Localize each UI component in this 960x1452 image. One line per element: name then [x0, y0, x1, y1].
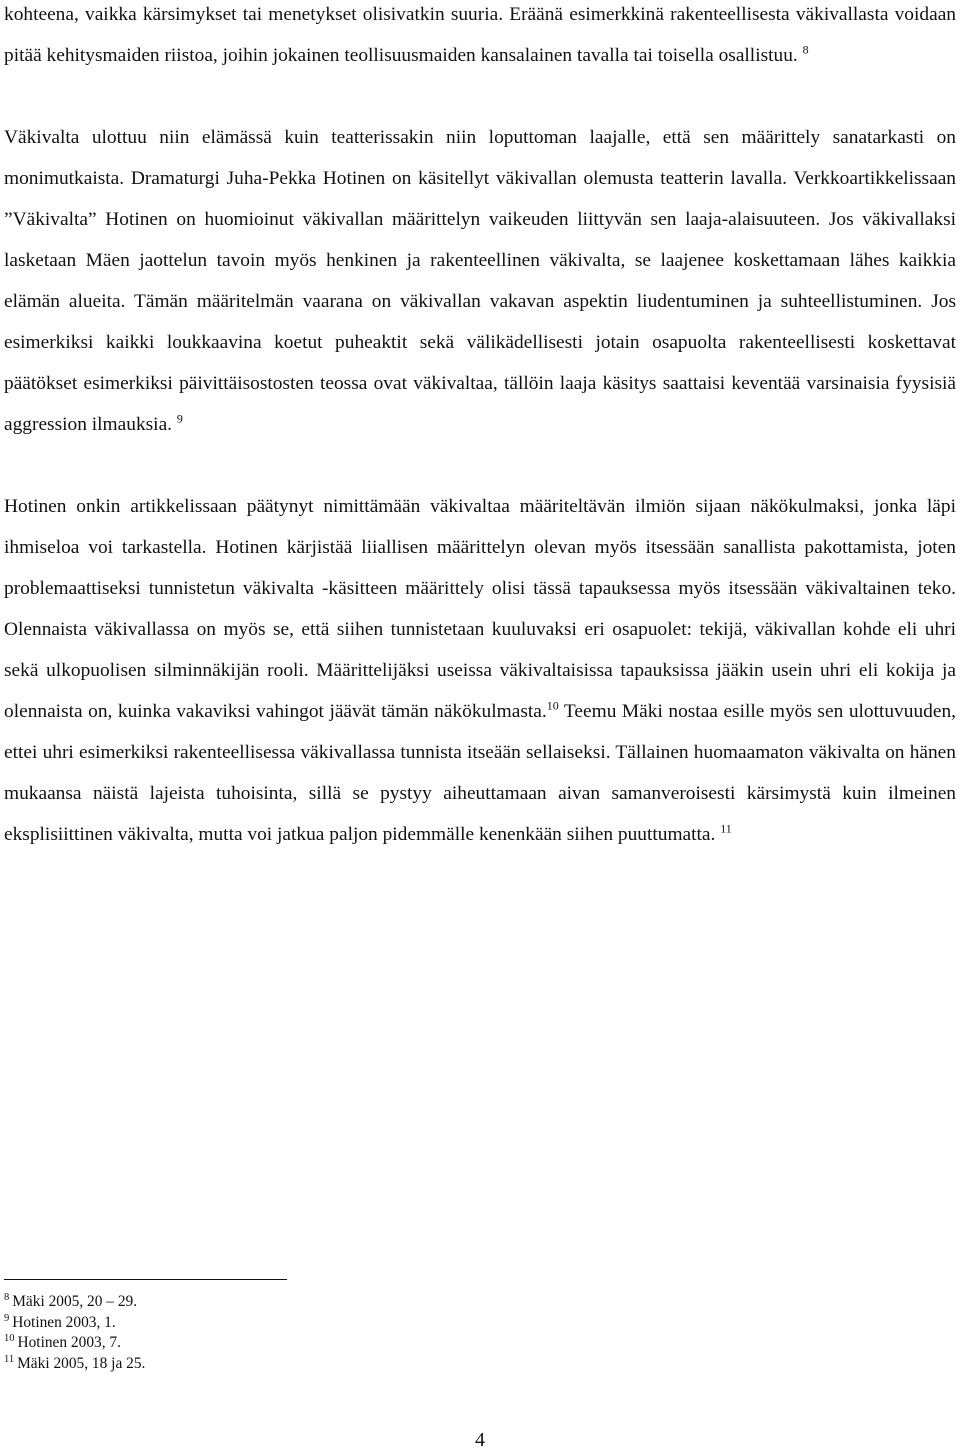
- footnote-text: Hotinen 2003, 7.: [17, 1334, 121, 1351]
- footnote-item: [4, 1333, 145, 1354]
- paragraph-1: [4, 0, 956, 76]
- paragraph-text: Väkivalta ulottuu niin elämässä kuin teatterissakin niin loputtoman laajalle, että sen määrittely sanatarkasti on monimutkaista. Dramaturgi Juha-Pekka Hotinen on käsitellyt väkivallan olemusta teatterin lavalla. Verkkoartikkelissaan ”Väkivalta” Hotinen on huomioinut väkivallan määrittelyn vaikeuden liittyvän sen laaja-alaisuuteen. Jos väkivallaksi lasketaan Mäen jaottelun tavoin myös henkinen ja rakenteellinen väkivalta, se laajenee koskettamaan lähes kaikkia elämän alueita. Tämän määritelmän vaarana on väkivallan vakavan aspektin liudentuminen ja suhteellistuminen. Jos esimerkiksi kaikki loukkaavina koetut puheaktit sekä välikädellisesti jotain osapuolta rakenteellisesti koskettavat päätökset esimerkiksi päivittäisostosten teossa ovat väkivaltaa, tällöin laaja käsitys saattaisi keventää varsinaisia fyysisiä aggression ilmauksia.: [4, 127, 956, 435]
- paragraph-3: [4, 486, 956, 855]
- page-body: [4, 0, 956, 855]
- footnote-separator: [4, 1279, 287, 1280]
- footnote-reference[interactable]: 9: [176, 411, 183, 426]
- footnote-text: Mäki 2005, 18 ja 25.: [17, 1354, 146, 1372]
- footnote-reference[interactable]: 10: [546, 698, 559, 713]
- footnote-number: 9: [4, 1312, 10, 1324]
- footnote-reference[interactable]: 8: [802, 42, 809, 57]
- footnote-number: 8: [4, 1292, 10, 1304]
- page-number: 4: [475, 1429, 485, 1451]
- paragraph-2: [4, 117, 956, 445]
- footnote-text: Hotinen 2003, 1.: [12, 1313, 116, 1331]
- footnote-reference[interactable]: 11: [720, 821, 732, 836]
- footnote-number: 11: [4, 1353, 15, 1365]
- paragraph-text: kohteena, vaikka kärsimykset tai menetykset olisivatkin suuria. Eräänä esimerkkinä rakenteellisesta väkivallasta voidaan pitää kehitysmaiden riistoa, joihin jokainen teollisuusmaiden kansalainen tavalla tai toisella osallistuu.: [4, 4, 956, 66]
- paragraph-text: Hotinen onkin artikkelissaan päätynyt nimittämään väkivaltaa määriteltävän ilmiön sijaan näkökulmaksi, jonka läpi ihmiseloa voi tarkastella. Hotinen kärjistää liiallisen määrittelyn olevan myös itsessään sanallista pakottamista, joten problemaattiseksi tunnistetun väkivalta -käsitteen määrittely olisi tässä tapauksessa myös itsessään väkivaltainen teko. Olennaista väkivallassa on myös se, että siihen tunnistetaan kuuluvaksi eri osapuolet: tekijä, väkivallan kohde eli uhri sekä ulkopuolisen silminnäkijän rooli. Määrittelijäksi useissa väkivaltaisissa tapauksissa jääkin usein uhri eli kokija ja olennaista on, kuinka vakaviksi vahingot jäävät tämän näkökulmasta.: [4, 496, 956, 722]
- footnote-item: [4, 1354, 145, 1375]
- footnote-number: 10: [4, 1333, 15, 1345]
- footnote-text: Mäki 2005, 20 – 29.: [12, 1293, 138, 1310]
- footnote-item: [4, 1292, 145, 1313]
- footnote-list: [4, 1292, 145, 1374]
- footnote-item: [4, 1313, 145, 1334]
- paragraph-text-continuation: Teemu Mäki nostaa esille myös sen ulottuvuuden, ettei uhri esimerkiksi rakenteellisessa väkivallassa tunnista itseään sellaiseksi. Tällainen huomaamaton väkivalta on hänen mukaansa näistä lajeista tuhoisinta, sillä se pystyy aiheuttamaan aivan samanveroisesti kärsimystä kuin ilmeinen eksplisiittinen väkivalta, mutta voi jatkua paljon pidemmälle kenenkään siihen puuttumatta.: [4, 701, 956, 845]
